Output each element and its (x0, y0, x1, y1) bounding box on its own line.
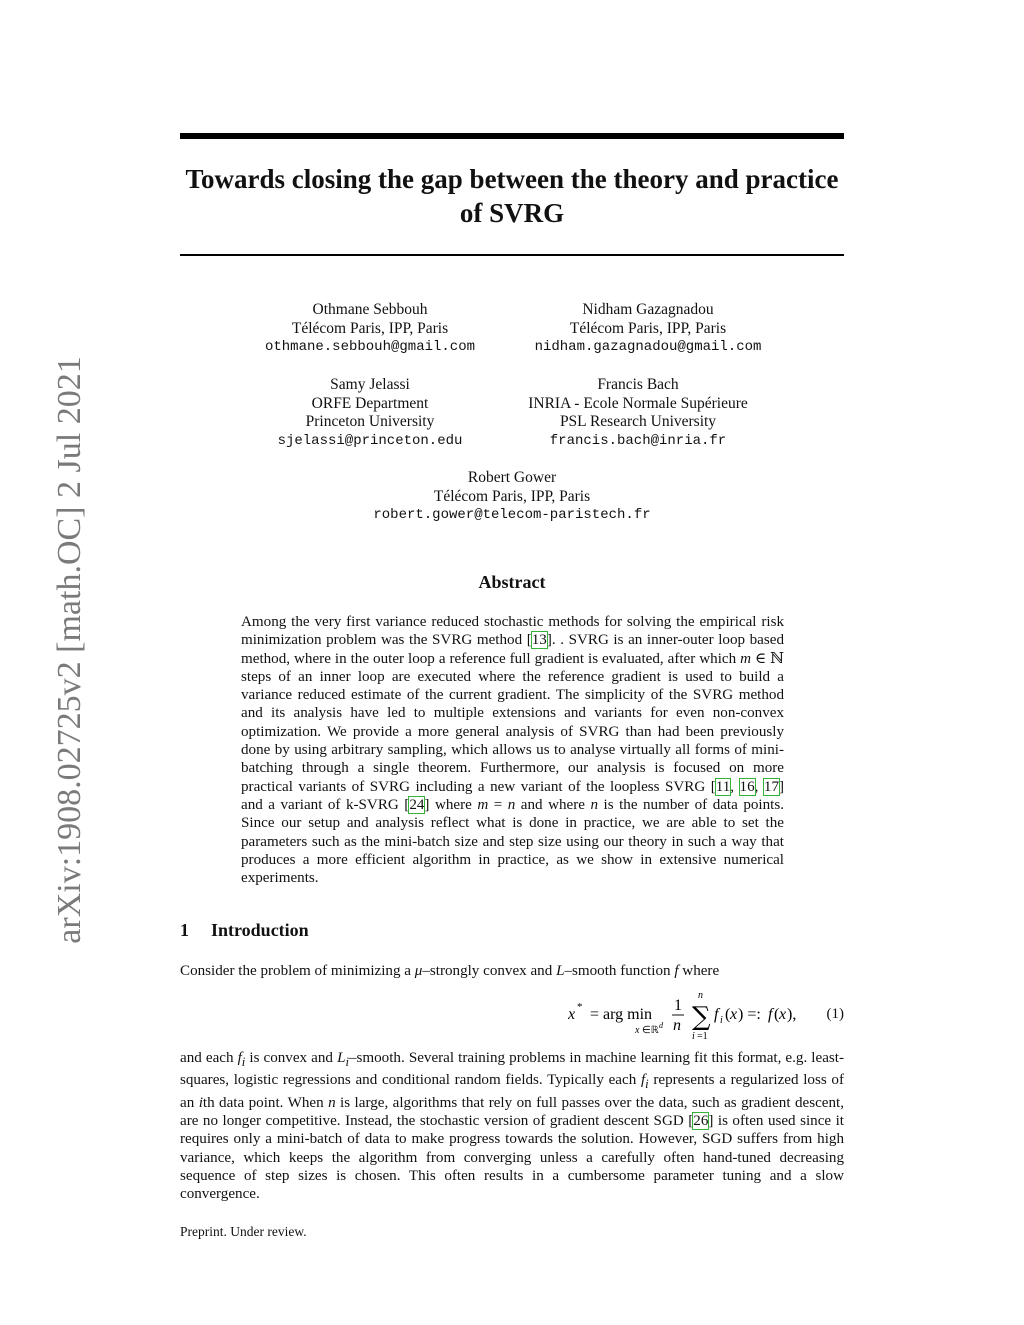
svg-text:(: ( (774, 1006, 780, 1023)
author-name: Samy Jelassi (330, 376, 410, 393)
author-block-4 (498, 376, 778, 450)
svg-text:d: d (659, 1021, 663, 1030)
author-name: Robert Gower (467, 469, 557, 486)
svg-text:1: 1 (674, 997, 682, 1014)
svg-text:i: i (720, 1015, 723, 1026)
abstract-text: Among the very first variance reduced stochastic methods for solving the empirical risk minimization problem was the SVRG method [13]. . SVRG is an inner-outer loop based method, where in the outer loop a reference full gradient is evaluated, after which m ∈ ℕ steps of an inner loop are executed where the reference gradient is used to build a variance reduced estimate of the current gradient. The simplicity of the SVRG method and its analysis have led to multiple extensions and variants for even non-convex optimization. We provide a more general analysis of SVRG than had been previously done by using arbitrary sampling, which allows us to analyse virtually all forms of mini-batching through a single theorem. Furthermore, our analysis is focused on more practical variants of SVRG including a new variant of the loopless SVRG [11, 16, 17] and a variant of k-SVRG [24] where m = n and where n is the number of data points. Since our setup and analysis reflect what is done in practice, we are able to set the parameters such as the mini-batch size and step size using our theory in such a way that produces a more efficient algorithm in practice, as we show in extensive numerical experiments. (241, 614, 785, 887)
citation-link[interactable]: 11 (715, 778, 731, 795)
svg-text:= arg min: = arg min (590, 1006, 653, 1023)
arxiv-side-stamp (20, 350, 88, 950)
section-number: 1 (180, 920, 189, 940)
svg-text:*: * (577, 1001, 583, 1013)
author-name: Francis Bach (597, 376, 679, 393)
svg-text:x: x (568, 1006, 576, 1023)
svg-text:i: i (692, 1031, 695, 1040)
author-affiliation: Télécom Paris, IPP, Paris (433, 487, 591, 505)
author-affiliation: Télécom Paris, IPP, Paris (291, 319, 449, 337)
title-text: Towards closing the gap between the theory and practice of SVRG (185, 164, 839, 228)
section-title: Introduction (211, 920, 309, 940)
equation-formula (568, 988, 828, 1040)
section-heading (180, 920, 309, 941)
equation-1 (180, 988, 844, 1040)
intro-paragraph: and each $f_i$ is convex and $L_i$–smooth. Several training problems in machine learning fit this format, e.g. least-squares, logistic regressions and conditional random fields. Typically each $f_i$ represents a regularized loss of an ith data point. When n is large, algorithms that rely on full passes over the data, such as gradient descent, are no longer competitive. Instead, the stochastic version of gradient descent SGD [26] is often used since it requires only a mini-batch of data to make progress towards the solution. However, SGD suffers from high variance, which keeps the algorithm from converging unless a carefully often hand-tuned decreasing sequence of step sizes is chosen. This often results in a cumbersome parameter tuning and a slow convergence. (180, 1050, 845, 1203)
citation-link[interactable]: 24 (409, 796, 425, 813)
citation-link[interactable]: 26 (693, 1112, 709, 1129)
svg-text:f: f (714, 1006, 719, 1023)
author-affiliation: INRIA - Ecole Normale Supérieure (528, 394, 748, 412)
author-email[interactable]: othmane.sebbouh@gmail.com (264, 339, 476, 355)
equation-number: (1) (826, 1006, 844, 1022)
citation-link[interactable]: 13 (531, 632, 547, 649)
author-name: Nidham Gazagnadou (582, 301, 714, 318)
author-affiliation: Télécom Paris, IPP, Paris (569, 319, 727, 337)
svg-text:x: x (779, 1006, 787, 1023)
svg-text:(: ( (725, 1006, 731, 1023)
author-affiliation: Princeton University (305, 413, 435, 430)
svg-text:) =:: ) =: (738, 1006, 761, 1023)
author-block-2 (508, 301, 788, 357)
footer-note: Preprint. Under review. (180, 1224, 307, 1239)
svg-text:),: ), (787, 1006, 797, 1023)
author-email[interactable]: sjelassi@princeton.edu (277, 432, 463, 449)
svg-text:n: n (698, 990, 703, 1001)
citation-link[interactable]: 16 (739, 778, 755, 795)
citation-link[interactable]: 17 (763, 778, 779, 795)
author-block-5 (350, 469, 674, 525)
svg-text:=1: =1 (697, 1031, 708, 1040)
author-name: Othmane Sebbouh (312, 301, 428, 318)
author-affiliation: ORFE Department (311, 394, 429, 412)
svg-text:n: n (673, 1017, 681, 1034)
svg-text:x: x (635, 1025, 640, 1036)
svg-text:x: x (730, 1006, 738, 1023)
paper-title (180, 162, 844, 230)
author-block-3 (230, 376, 510, 450)
author-affiliation: PSL Research University (559, 413, 717, 430)
abstract-heading: Abstract (478, 572, 546, 592)
title-bottom-rule (180, 254, 844, 256)
title-top-rule (180, 133, 844, 139)
svg-text:∑: ∑ (692, 1002, 711, 1032)
author-block-1 (230, 301, 510, 357)
arxiv-identifier: arXiv:1908.02725v2 [math.OC] 2 Jul 2021 (51, 356, 88, 944)
intro-sentence: Consider the problem of minimizing a μ–strongly convex and L–smooth function f where (180, 963, 720, 979)
author-email[interactable]: nidham.gazagnadou@gmail.com (534, 339, 762, 355)
svg-text:f: f (768, 1006, 773, 1023)
author-email[interactable]: robert.gower@telecom-paristech.fr (373, 507, 651, 523)
svg-text:∈ℝ: ∈ℝ (642, 1025, 659, 1036)
author-email[interactable]: francis.bach@inria.fr (549, 432, 727, 449)
